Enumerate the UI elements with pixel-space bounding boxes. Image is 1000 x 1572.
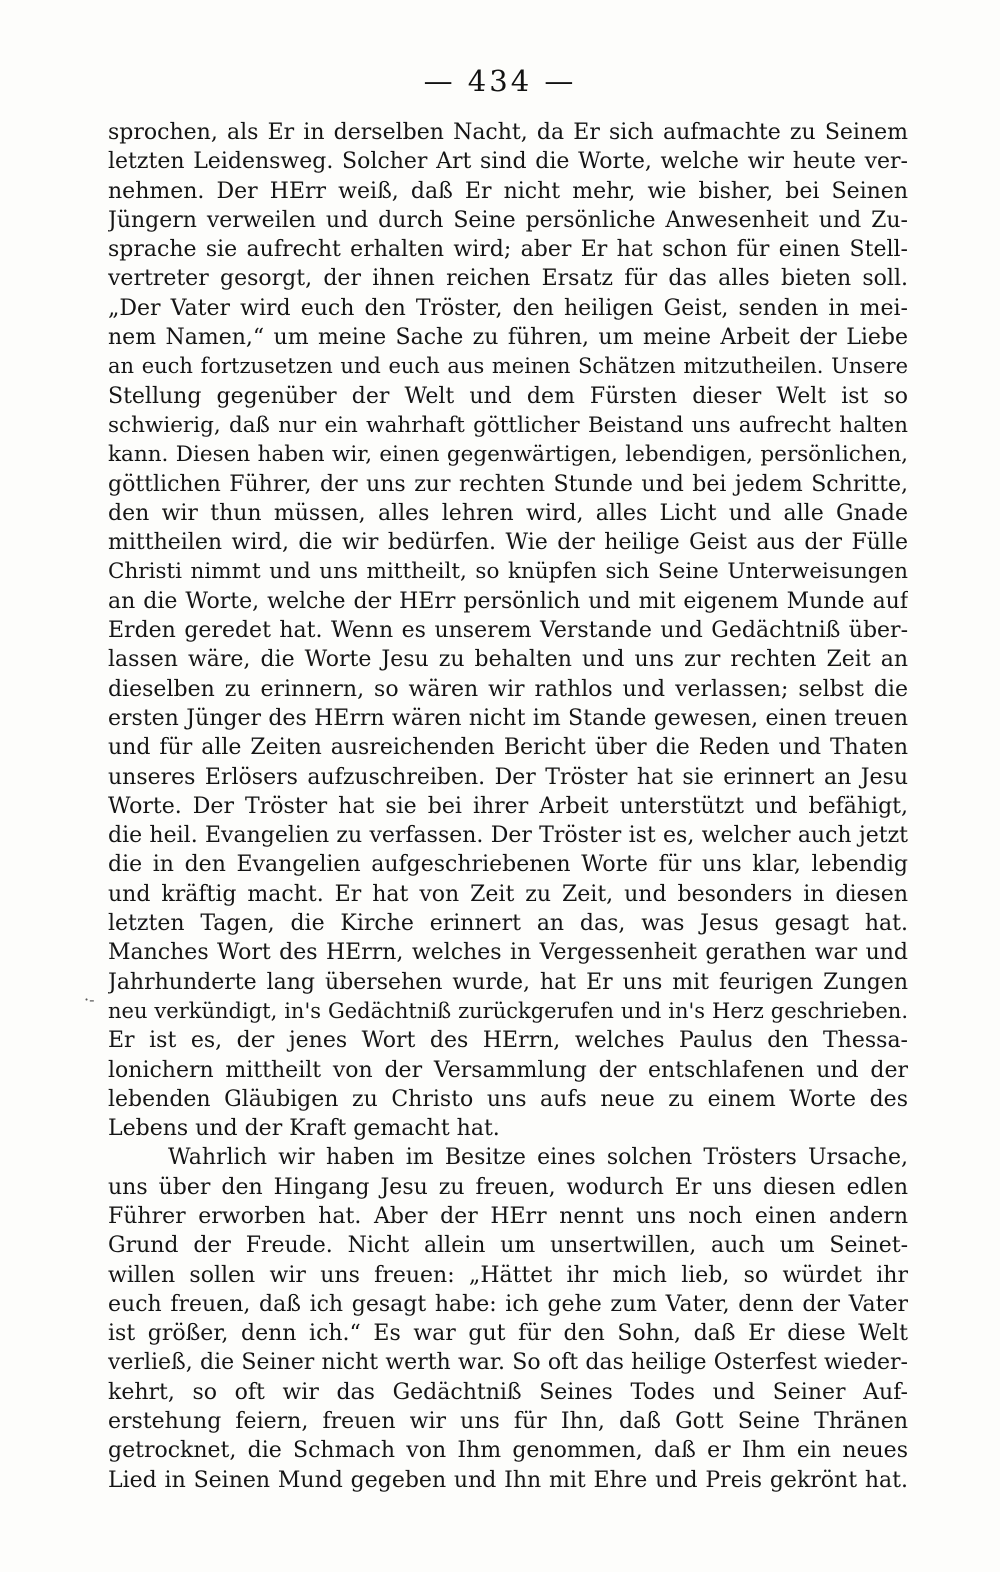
text-line: und für alle Zeiten ausreichenden Bericht über die Reden und Thaten [108, 735, 908, 761]
text-line: mittheilen wird, die wir bedürfen. Wie der heilige Geist aus der Fülle [108, 530, 908, 556]
text-line: euch freuen, daß ich gesagt habe: ich gehe zum Vater, denn der Vater [108, 1291, 908, 1317]
text-line: und kräftig macht. Er hat von Zeit zu Zeit, und besonders in diesen [108, 881, 908, 907]
text-line: an euch fortzusetzen und euch aus meinen Schätzen mitzutheilen. Unsere [108, 354, 908, 379]
text-line: letzten Tagen, die Kirche erinnert an das, was Jesus gesagt hat. [108, 911, 908, 937]
text-line: vertreter gesorgt, der ihnen reichen Ersatz für das alles bieten soll. [108, 266, 908, 292]
text-line: ist größer, denn ich.“ Es war gut für den Sohn, daß Er diese Welt [108, 1321, 908, 1347]
text-line: Lebens und der Kraft gemacht hat. [108, 1116, 500, 1142]
text-line: göttlichen Führer, der uns zur rechten Stunde und bei jedem Schritte, [108, 471, 908, 497]
text-line: Jahrhunderte lang übersehen wurde, hat Er uns mit feurigen Zungen [108, 969, 908, 995]
text-line: Grund der Freude. Nicht allein um unsertwillen, auch um Seinet- [108, 1233, 908, 1259]
text-line: Führer erworben hat. Aber der HErr nennt uns noch einen andern [108, 1203, 908, 1229]
page-number: — 434 — [423, 64, 577, 98]
text-line: lassen wäre, die Worte Jesu zu behalten und uns zur rechten Zeit an [108, 647, 908, 673]
text-line: letzten Leidensweg. Solcher Art sind die Worte, welche wir heute ver- [108, 149, 908, 175]
text-line: willen sollen wir uns freuen: „Hättet ihr mich lieb, so würdet ihr [108, 1262, 908, 1288]
text-line: uns über den Hingang Jesu zu freuen, wodurch Er uns diesen edlen [108, 1174, 908, 1200]
text-line: sprochen, als Er in derselben Nacht, da Er sich aufmachte zu Seinem [108, 120, 908, 145]
text-line: Christi nimmt und uns mittheilt, so knüpfen sich Seine Unterweisungen [108, 559, 908, 585]
text-line: erstehung feiern, freuen wir uns für Ihn, daß Gott Seine Thränen [108, 1409, 908, 1435]
text-line: ersten Jünger des HErrn wären nicht im Stande gewesen, einen treuen [108, 705, 908, 731]
text-line: an die Worte, welche der HErr persönlich und mit eigenem Munde auf [108, 588, 908, 614]
text-line: unseres Erlösers aufzuschreiben. Der Tröster hat sie erinnert an Jesu [108, 764, 908, 790]
text-line: Worte. Der Tröster hat sie bei ihrer Arbeit unterstützt und befähigt, [108, 793, 908, 819]
text-line: kehrt, so oft wir das Gedächtniß Seines Todes und Seiner Auf- [108, 1379, 908, 1405]
text-line: verließ, die Seiner nicht werth war. So oft das heilige Osterfest wieder- [108, 1350, 908, 1376]
text-line: Lied in Seinen Mund gegeben und Ihn mit Ehre und Preis gekrönt hat. [108, 1467, 908, 1493]
text-line: die heil. Evangelien zu verfassen. Der Tröster ist es, welcher auch jetzt [108, 823, 908, 849]
text-line: dieselben zu erinnern, so wären wir rathlos und verlassen; selbst die [108, 676, 908, 702]
text-line: lebenden Gläubigen zu Christo uns aufs neue zu einem Worte des [108, 1086, 908, 1112]
text-line: lonichern mittheilt von der Versammlung der entschlafenen und der [108, 1057, 908, 1083]
text-line: schwierig, daß nur ein wahrhaft göttlicher Beistand uns aufrecht halten [108, 412, 908, 438]
margin-mark: ·- [84, 990, 95, 1009]
text-line: nehmen. Der HErr weiß, daß Er nicht mehr, wie bisher, bei Seinen [108, 178, 908, 204]
text-line: kann. Diesen haben wir, einen gegenwärtigen, lebendigen, persönlichen, [108, 442, 908, 468]
text-line: Manches Wort des HErrn, welches in Vergessenheit gerathen war und [108, 940, 908, 966]
text-line: Stellung gegenüber der Welt und dem Fürsten dieser Welt ist so [108, 383, 908, 409]
text-line: „Der Vater wird euch den Tröster, den heiligen Geist, senden in mei- [108, 295, 908, 321]
text-line: Erden geredet hat. Wenn es unserem Verstande und Gedächtniß über- [108, 618, 908, 644]
body-text [108, 118, 908, 1495]
text-line: neu verkündigt, in's Gedächtniß zurückgerufen und in's Herz geschrieben. [108, 998, 908, 1023]
text-line: sprache sie aufrecht erhalten wird; aber Er hat schon für einen Stell- [108, 237, 908, 263]
text-line: Wahrlich wir haben im Besitze eines solchen Trösters Ursache, [168, 1145, 908, 1171]
text-line: getrocknet, die Schmach von Ihm genommen, daß er Ihm ein neues [108, 1438, 908, 1464]
text-line: Er ist es, der jenes Wort des HErrn, welches Paulus den Thessa- [108, 1028, 908, 1054]
text-line: nem Namen,“ um meine Sache zu führen, um meine Arbeit der Liebe [108, 325, 908, 351]
text-line: den wir thun müssen, alles lehren wird, alles Licht und alle Gnade [108, 500, 908, 526]
text-line: Jüngern verweilen und durch Seine persönliche Anwesenheit und Zu- [108, 207, 908, 233]
paragraph-2 [108, 1143, 908, 1495]
text-line: die in den Evangelien aufgeschriebenen Worte für uns klar, lebendig [108, 852, 908, 878]
paragraph-1 [108, 118, 908, 1143]
